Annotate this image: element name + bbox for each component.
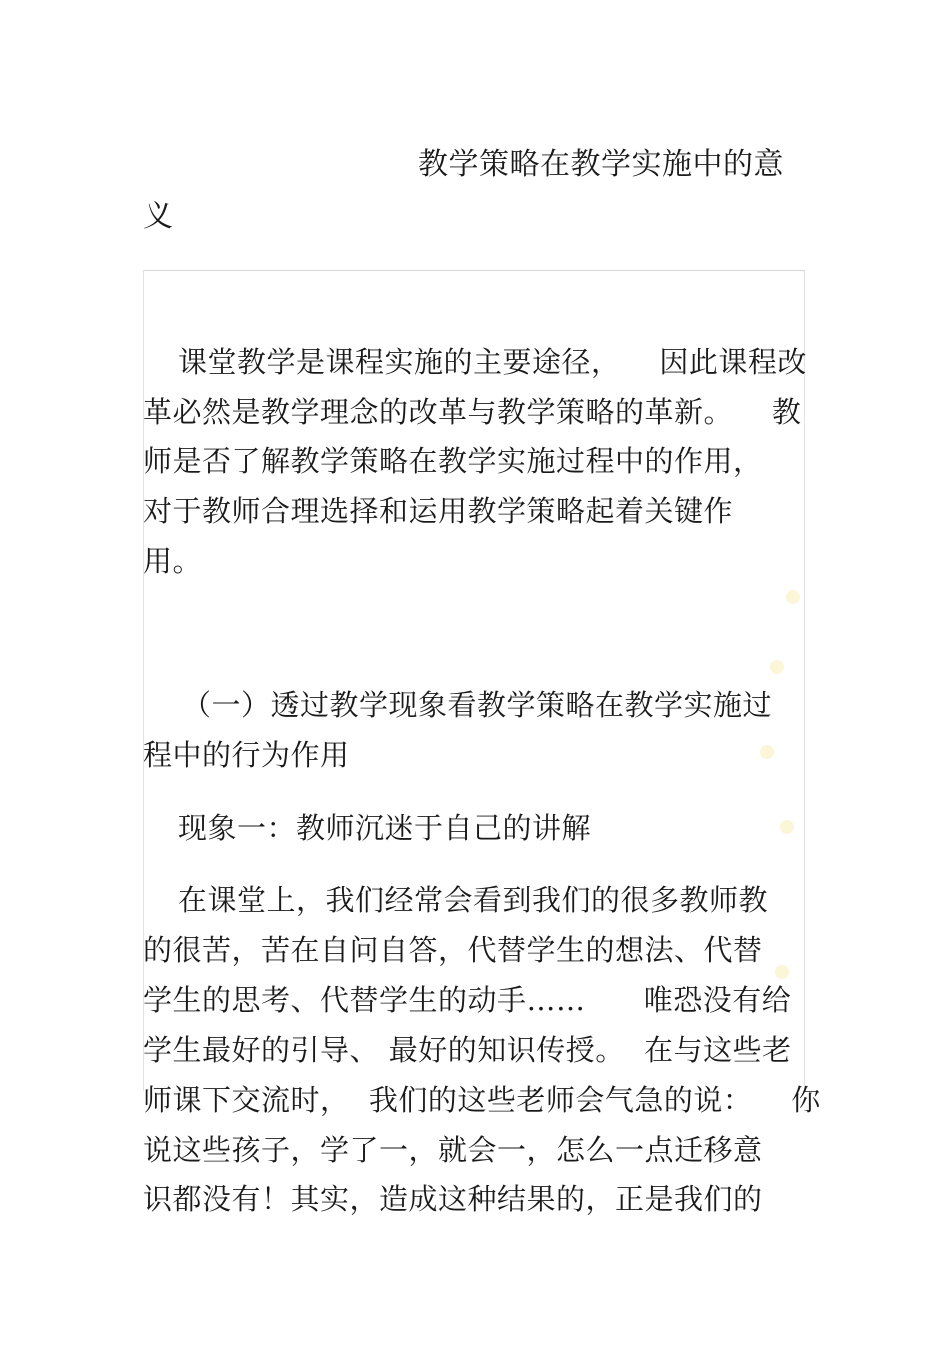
paragraph-line: 对于教师合理选择和运用教学策略起着关键作: [143, 494, 734, 528]
document-title-line-2: 义: [143, 199, 174, 234]
section-heading-line: （一）透过教学现象看教学策略在教学实施过: [182, 688, 773, 722]
paragraph-line: 革必然是教学理念的改革与教学策略的革新。 教: [143, 395, 802, 429]
section-heading-line: 程中的行为作用: [143, 738, 350, 772]
content-frame: [143, 270, 805, 1091]
paragraph-line: 学生的思考、代替学生的动手…… 唯恐没有给: [143, 983, 792, 1017]
paragraph-line: 的很苦，苦在自问自答，代替学生的想法、代替: [143, 933, 763, 967]
paragraph-line: 课堂教学是课程实施的主要途径， 因此课程改: [178, 345, 807, 379]
paragraph-line: 师是否了解教学策略在教学实施过程中的作用，: [143, 444, 763, 478]
phenomenon-heading: 现象一：教师沉迷于自己的讲解: [178, 811, 592, 845]
paragraph-line: 识都没有！其实，造成这种结果的，正是我们的: [143, 1182, 763, 1216]
paragraph-line: 说这些孩子，学了一，就会一，怎么一点迁移意: [143, 1133, 763, 1167]
paragraph-line: 用。: [143, 544, 203, 578]
paragraph-line: 学生最好的引导、 最好的知识传授。 在与这些老: [143, 1033, 792, 1067]
paragraph-line: 师课下交流时， 我们的这些老师会气急的说： 你: [143, 1083, 821, 1117]
document-title-line-1: 教学策略在教学实施中的意: [418, 147, 784, 182]
paragraph-line: 在课堂上，我们经常会看到我们的很多教师教: [178, 883, 769, 917]
